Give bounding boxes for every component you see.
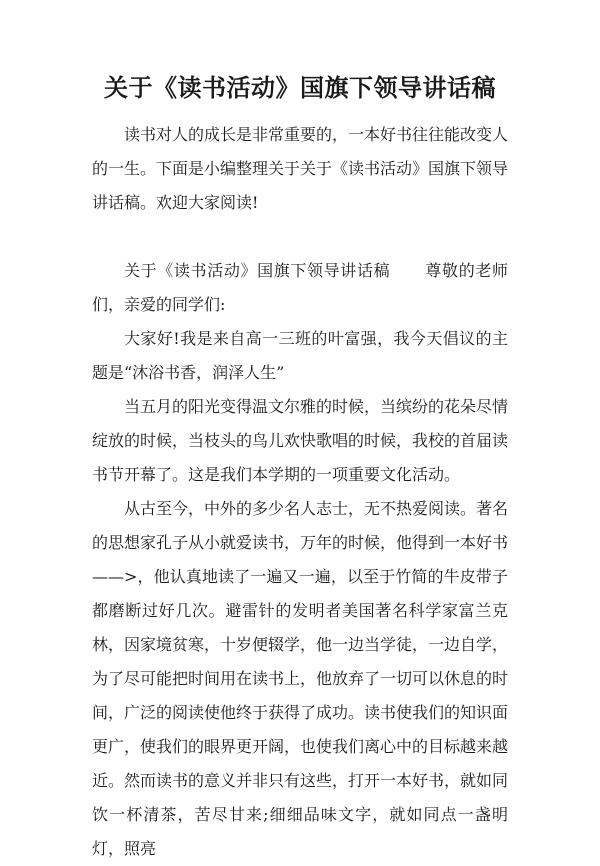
body-paragraph-2: 当五月的阳光变得温文尔雅的时候，当缤纷的花朵尽情绽放的时候，当枝头的鸟儿欢快歌唱的时候，我校的首届读书节开幕了。这是我们本学期的一项重要文化活动。 xyxy=(92,397,509,484)
body-paragraph-3: 从古至今，中外的多少名人志士，无不热爱阅读。著名的思想家孔子从小就爱读书，万年的时候，他得到一本好书——>，他认真地读了一遍又一遍，以至于竹简的牛皮带子都磨断过好几次。避雷针的发明者美国著名科学家富兰克林，因家境贫寒，十岁便辍学，他一边当学徒，一边自学，为了尽可能把时间用在读书上，他放弃了一切可以休息的时间，广泛的阅读使他终于获得了成功。读书使我们的知识面更广，使我们的眼界更开阔，也使我们离心中的目标越来越近。然而读书的意义并非只有这些，打开一本好书，就如同饮一杯清茶，苦尽甘来;细细品味文字，就如同点一盏明灯，照亮 xyxy=(92,499,509,858)
body-paragraph-1: 大家好!我是来自高一三班的叶富强，我今天倡议的主题是“沐浴书香，润泽人生” xyxy=(92,329,508,382)
salutation: 尊敬的老师们，亲爱的同学们: xyxy=(92,261,508,314)
speech-heading: 关于《读书活动》国旗下领导讲话稿 xyxy=(124,261,391,280)
intro-paragraph: 读书对人的成长是非常重要的，一本好书往往能改变人的一生。下面是小编整理关于关于《读书活动》国旗下领导讲话稿。欢迎大家阅读! xyxy=(92,125,509,212)
speech-heading-line xyxy=(92,254,508,322)
document-title: 关于《读书活动》国旗下领导讲话稿 xyxy=(104,73,496,102)
paragraph-gap xyxy=(92,220,508,254)
